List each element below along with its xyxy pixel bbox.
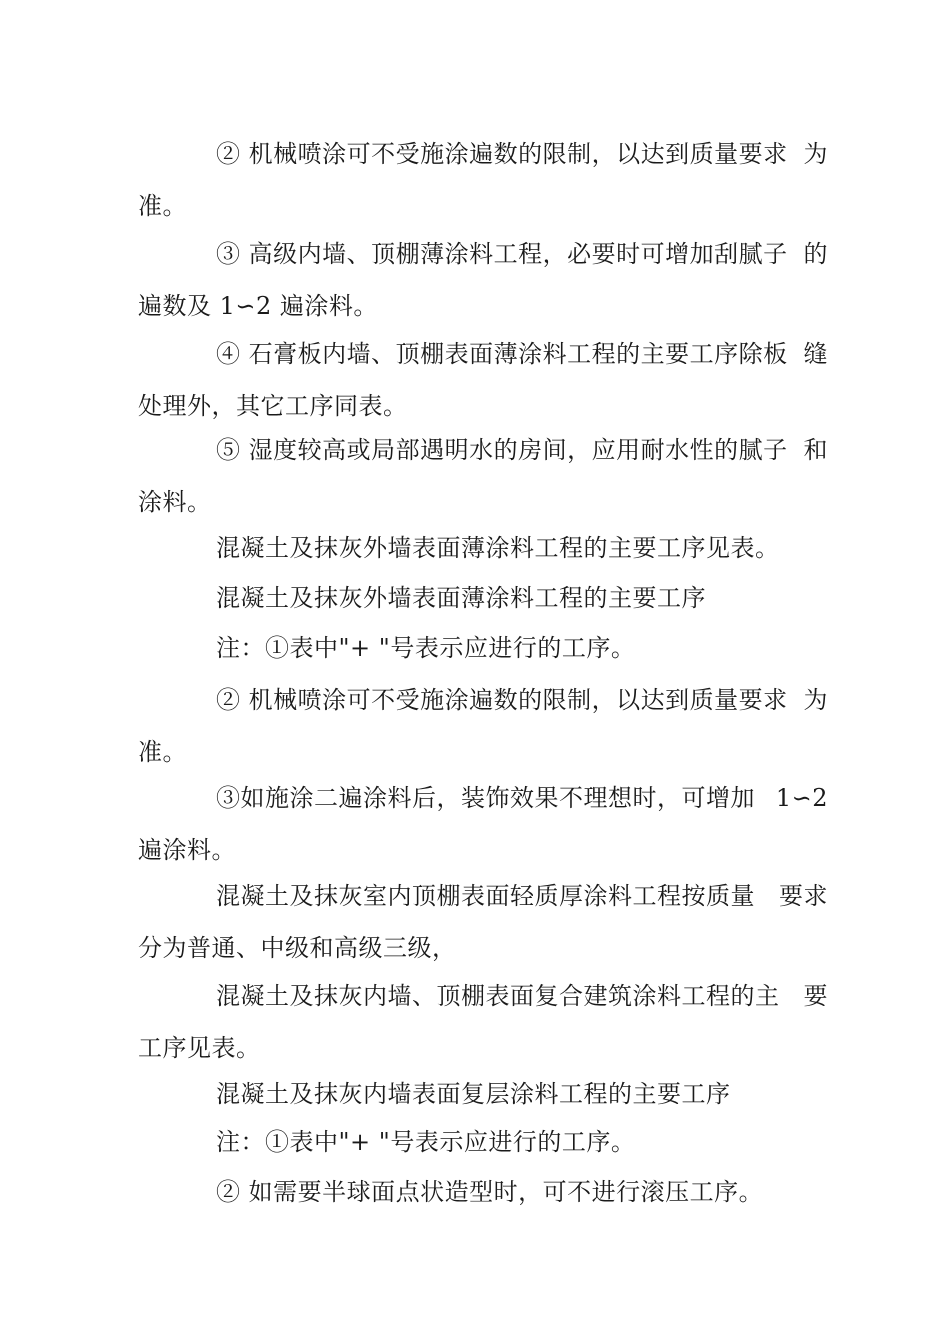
paragraph-line: 涂料。 (138, 488, 212, 516)
paragraph-line: 注：①表中"+ "号表示应进行的工序。 (216, 1128, 636, 1156)
text-segment: 要求 (779, 882, 828, 910)
text-segment: 缝 (803, 340, 828, 368)
text-segment: 混凝土及抹灰室内顶棚表面轻质厚涂料工程按质量 (216, 882, 755, 910)
text-segment: 为 (803, 140, 828, 168)
text-segment: 要 (803, 982, 828, 1010)
paragraph-line: 混凝土及抹灰外墙表面薄涂料工程的主要工序 (216, 584, 706, 612)
text-segment: 和 (803, 436, 828, 464)
text-segment: ② 机械喷涂可不受施涂遍数的限制，以达到质量要求 (216, 140, 788, 168)
text-segment: 混凝土及抹灰内墙、顶棚表面复合建筑涂料工程的主 (216, 982, 780, 1010)
paragraph-14 (138, 1166, 828, 1218)
paragraph-9 (138, 772, 828, 876)
paragraph-line: 混凝土及抹灰外墙表面薄涂料工程的主要工序见表。 (216, 534, 780, 562)
paragraph-12 (138, 1068, 828, 1120)
paragraph-line (138, 228, 828, 280)
text-segment: ③ 高级内墙、顶棚薄涂料工程，必要时可增加刮腻子 (216, 240, 788, 268)
paragraph-line (138, 328, 828, 380)
paragraph-10 (138, 870, 828, 974)
paragraph-line: ② 如需要半球面点状造型时，可不进行滚压工序。 (216, 1178, 764, 1206)
paragraph-line (138, 424, 828, 476)
text-segment: ② 机械喷涂可不受施涂遍数的限制，以达到质量要求 (216, 686, 788, 714)
paragraph-13 (138, 1116, 828, 1168)
paragraph-7 (138, 622, 828, 674)
paragraph-11 (138, 970, 828, 1074)
text-segment: 为 (803, 686, 828, 714)
paragraph-line: 处理外，其它工序同表。 (138, 392, 408, 420)
paragraph-line (138, 772, 828, 824)
paragraph-1 (138, 128, 828, 232)
paragraph-4 (138, 424, 828, 528)
paragraph-line: 准。 (138, 738, 187, 766)
paragraph-line: 遍数及 1∽2 遍涂料。 (138, 292, 378, 320)
paragraph-line: 注：①表中"+ "号表示应进行的工序。 (216, 634, 636, 662)
paragraph-line: 准。 (138, 192, 187, 220)
paragraph-line: 分为普通、中级和高级三级， (138, 934, 457, 962)
text-segment: ③如施涂二遍涂料后，装饰效果不理想时，可增加 (216, 784, 755, 812)
paragraph-5 (138, 522, 828, 574)
text-segment: 的 (803, 240, 828, 268)
paragraph-line (138, 128, 828, 180)
text-segment: 1∽2 (775, 784, 828, 812)
paragraph-3 (138, 328, 828, 432)
text-segment: ④ 石膏板内墙、顶棚表面薄涂料工程的主要工序除板 (216, 340, 788, 368)
paragraph-line: 遍涂料。 (138, 836, 236, 864)
paragraph-line (138, 970, 828, 1022)
paragraph-8 (138, 674, 828, 778)
text-segment: ⑤ 湿度较高或局部遇明水的房间，应用耐水性的腻子 (216, 436, 788, 464)
paragraph-6 (138, 572, 828, 624)
paragraph-line: 混凝土及抹灰内墙表面复层涂料工程的主要工序 (216, 1080, 731, 1108)
paragraph-line (138, 870, 828, 922)
paragraph-line: 工序见表。 (138, 1034, 261, 1062)
paragraph-2 (138, 228, 828, 332)
paragraph-line (138, 674, 828, 726)
